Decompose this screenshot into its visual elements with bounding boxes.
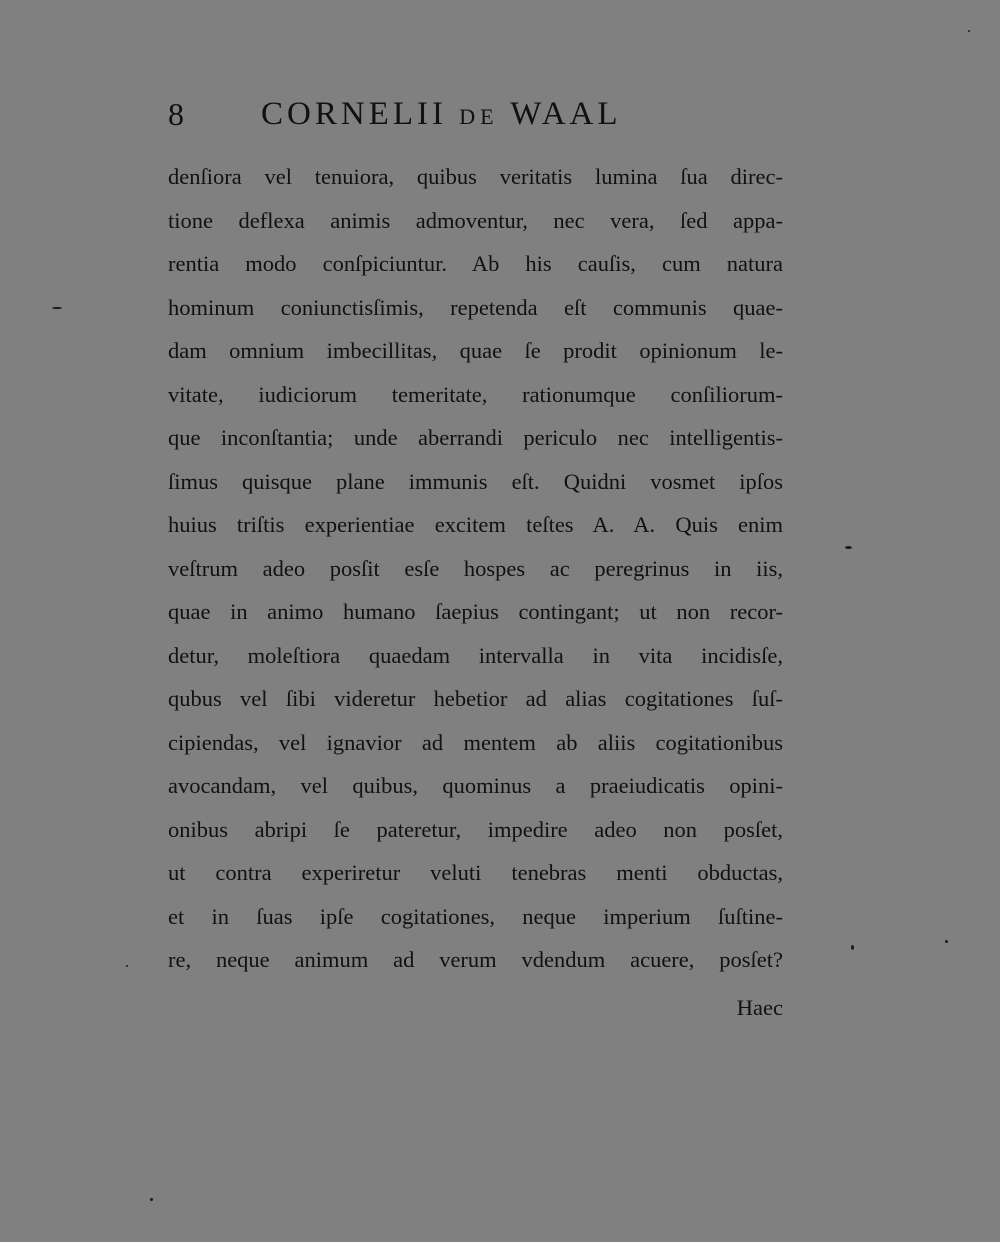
scan-speck [945, 940, 948, 943]
text-line: quae in animo humano ſaepius contingant; ut non recor- [168, 599, 783, 624]
text-line: ſimus quisque plane immunis eſt. Quidni vosmet ipſos [168, 468, 783, 494]
text-line: ut contra experiretur veluti tenebras menti obductas, [168, 860, 783, 885]
catchword: Haec [736, 995, 783, 1020]
text-line: veſtrum adeo posſit esſe hospes ac peregrinus in iis, [168, 555, 783, 581]
text-line: que inconſtantia; unde aberrandi periculo nec intelligentis- [168, 425, 783, 450]
scan-speck [52, 307, 62, 309]
text-line: re, neque animum ad verum vdendum acuere, posſet? [168, 947, 783, 972]
text-line: et in ſuas ipſe cogitationes, neque imperium ſuſtine- [168, 903, 783, 929]
running-head [168, 92, 788, 138]
running-title-particle: DE [459, 104, 499, 129]
running-title-name: CORNELII [261, 96, 447, 132]
scan-speck [150, 1198, 153, 1201]
text-line: rentia modo conſpiciuntur. Ab his cauſis, cum natura [168, 251, 783, 276]
text-line: dam omnium imbecillitas, quae ſe prodit opinionum le- [168, 338, 783, 363]
text-line: tione deflexa animis admoventur, nec vera, ſed appa- [168, 207, 783, 233]
scan-speck [126, 965, 128, 967]
page-number: 8 [168, 96, 184, 132]
text-line: cipiendas, vel ignavior ad mentem ab aliis cogitationibus [168, 729, 783, 755]
scan-speck [968, 30, 970, 32]
text-line: qubus vel ſibi videretur hebetior ad alias cogitationes ſuſ- [168, 686, 783, 711]
text-line: hominum coniunctisſimis, repetenda eſt communis quae- [168, 294, 783, 320]
body-text [168, 155, 783, 982]
text-line: vitate, iudiciorum temeritate, rationumque conſiliorum- [168, 381, 783, 407]
scan-speck [851, 945, 854, 950]
scan-speck [845, 546, 852, 549]
text-line: avocandam, vel quibus, quominus a praeiudicatis opini- [168, 773, 783, 798]
text-line: onibus abripi ſe pateretur, impedire adeo non posſet, [168, 816, 783, 842]
running-title [261, 92, 622, 139]
text-line: denſiora vel tenuiora, quibus veritatis lumina ſua direc- [168, 164, 783, 189]
running-title-surname: WAAL [510, 96, 622, 132]
text-line: detur, moleſtiora quaedam intervalla in vita incidisſe, [168, 642, 783, 668]
text-line: huius triſtis experientiae excitem teſtes A. A. Quis enim [168, 512, 783, 537]
